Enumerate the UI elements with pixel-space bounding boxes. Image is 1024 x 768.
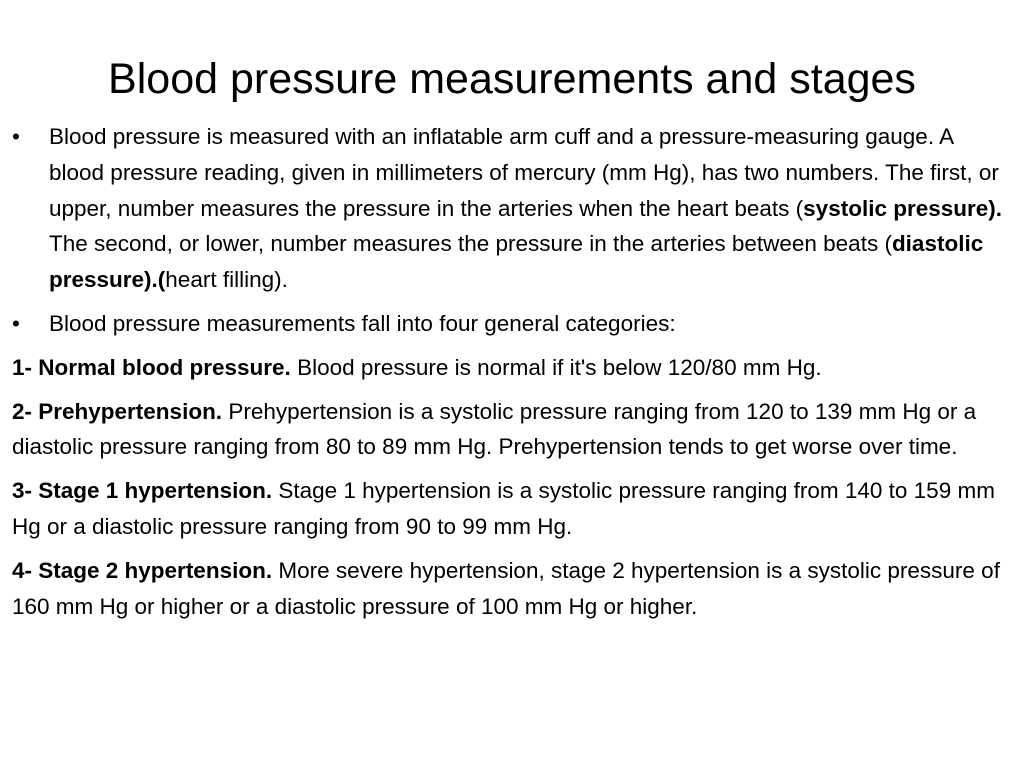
- category-stage-2: [12, 553, 1002, 625]
- category-text: More severe hypertension, stage 2 hypertension is a systolic pressure of 160 mm Hg or higher or a diastolic pressure of 100 mm Hg or higher.: [12, 557, 1000, 619]
- category-text: Stage 1 hypertension is a systolic pressure ranging from 140 to 159 mm Hg or a diastolic pressure ranging from 90 to 99 mm Hg.: [12, 478, 995, 539]
- category-label: 2- Prehypertension.: [12, 398, 223, 424]
- bullet-text: Blood pressure measurements fall into four general categories:: [49, 310, 676, 336]
- category-label: 3- Stage 1 hypertension.: [12, 478, 273, 504]
- bullet-text: Blood pressure is measured with an inflatable arm cuff and a pressure-measuring gauge. A blood pressure reading, given in millimeters of mercury (mm Hg), has two numbers. The first, or upper, number measures the pressure in the arteries when the heart beats (: [49, 124, 999, 221]
- slide-title: Blood pressure measurements and stages: [108, 55, 916, 103]
- category-stage-1: [12, 473, 1002, 545]
- bullet-text-2: The second, or lower, number measures the pressure in the arteries between beats (: [49, 231, 892, 257]
- category-label: 4- Stage 2 hypertension.: [12, 557, 273, 583]
- category-text: Blood pressure is normal if it's below 120/80 mm Hg.: [290, 354, 822, 380]
- slide-content: [12, 119, 1002, 632]
- category-normal: [12, 350, 1002, 386]
- bullet-marker: •: [12, 310, 20, 336]
- category-text: Prehypertension is a systolic pressure ranging from 120 to 139 mm Hg or a diastolic pressure ranging from 80 to 89 mm Hg. Prehypertension tends to get worse over time.: [12, 398, 977, 460]
- bullet-text-3: heart filling).: [165, 267, 288, 293]
- systolic-term: systolic pressure).: [803, 195, 1003, 221]
- category-label: 1- Normal blood pressure.: [12, 354, 291, 380]
- bullet-categories-intro: [12, 306, 1002, 342]
- diastolic-term: diastolic pressure).(: [49, 231, 984, 293]
- bullet-marker: •: [12, 124, 20, 149]
- category-prehypertension: [12, 394, 1002, 466]
- bullet-measurement-info: [12, 119, 1002, 298]
